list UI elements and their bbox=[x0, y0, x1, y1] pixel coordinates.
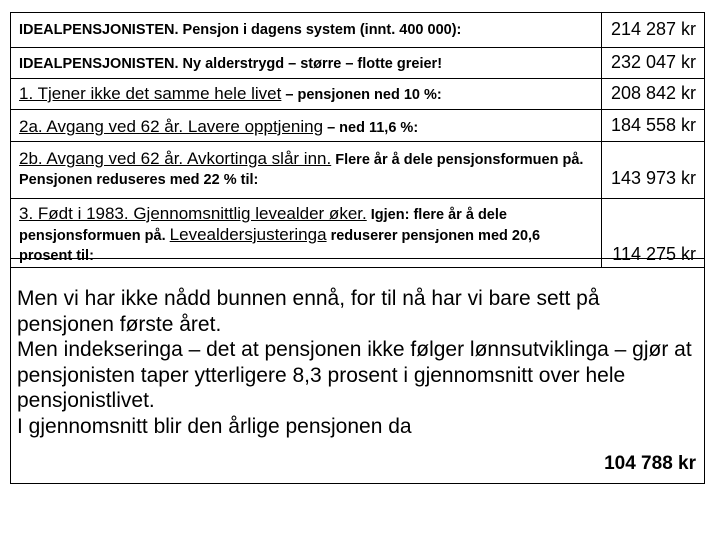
summary-line: Men indekseringa – det at pensjonen ikke følger lønnsutviklinga – gjør at pensjonisten taper ytterligere 8,3 prosent i gjennomsnitt over hele pensjonistlivet. bbox=[17, 338, 692, 412]
row-label-detail: – ned 11,6 %: bbox=[323, 120, 419, 136]
row-label: IDEALPENSJONISTEN. Pensjon i dagens system (innt. 400 000): bbox=[19, 22, 462, 38]
row-label-heading: 3. Født i 1983. Gjennomsnittlig levealder øker. bbox=[19, 204, 367, 223]
summary-line: Men vi har ikke nådd bunnen ennå, for til nå har vi bare sett på pensjonen første året. bbox=[17, 287, 600, 336]
table-row bbox=[11, 13, 704, 47]
summary-line: I gjennomsnitt blir den årlige pensjonen da bbox=[17, 414, 412, 438]
row-label: IDEALPENSJONISTEN. Ny alderstrygd – større – flotte greier! bbox=[19, 56, 443, 72]
row-value: 232 047 kr bbox=[610, 52, 696, 72]
table-row bbox=[11, 141, 704, 198]
pension-table bbox=[10, 12, 705, 268]
row-value: 143 973 kr bbox=[610, 168, 696, 188]
row-label bbox=[19, 204, 594, 266]
row-label-detail: Igjen: flere år å dele pensjonsformuen på. bbox=[19, 207, 507, 244]
row-value: 214 287 kr bbox=[610, 19, 696, 39]
row-label-detail: Flere år å dele pensjonsformuen på. Pensjonen reduseres med 22 % til: bbox=[19, 152, 584, 188]
row-value: 114 275 kr bbox=[612, 244, 696, 264]
table-row bbox=[11, 47, 704, 78]
row-value: 208 842 kr bbox=[610, 83, 696, 103]
row-value: 184 558 kr bbox=[610, 115, 696, 135]
row-label-term: Levealdersjusteringa bbox=[169, 225, 327, 244]
row-label-heading: 2b. Avgang ved 62 år. Avkortinga slår inn. bbox=[19, 149, 332, 168]
row-label-heading: 1. Tjener ikke det samme hele livet bbox=[19, 84, 282, 103]
row-label bbox=[19, 85, 594, 104]
row-label-heading: 2a. Avgang ved 62 år. Lavere opptjening bbox=[19, 117, 324, 136]
summary-box bbox=[10, 258, 705, 484]
row-label-detail: reduserer pensjonen med 20,6 prosent til: bbox=[19, 228, 541, 264]
row-label bbox=[19, 118, 594, 137]
table-row bbox=[11, 109, 704, 141]
row-label-detail: – pensjonen ned 10 %: bbox=[281, 87, 442, 103]
row-label bbox=[19, 149, 594, 190]
final-pension-total: 104 788 kr bbox=[604, 453, 696, 474]
table-row bbox=[11, 78, 704, 109]
